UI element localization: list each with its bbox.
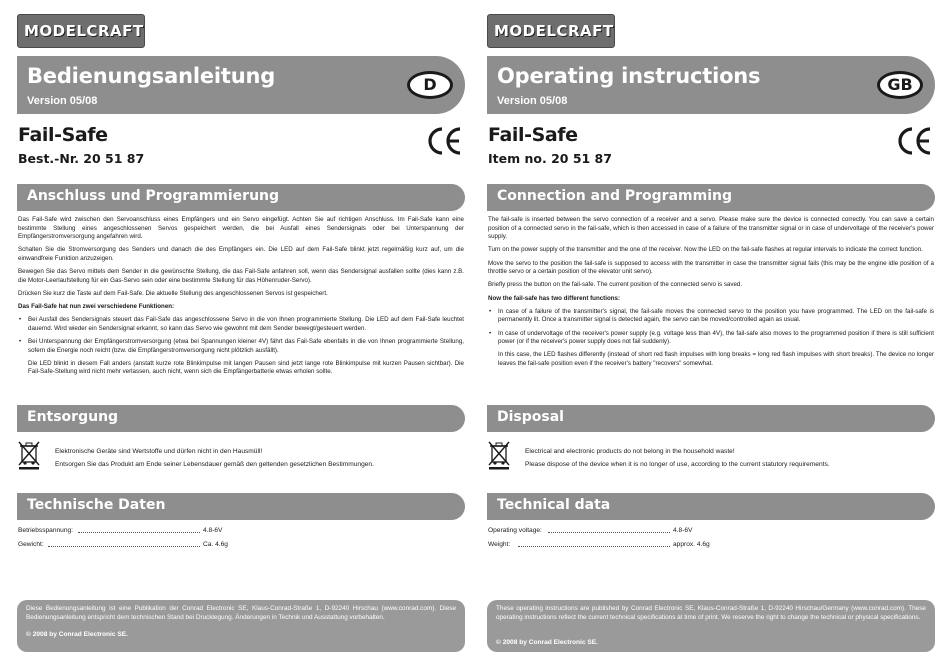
disposal-text: Please dispose of the device when it is no longer of use, according to the current statutory requirements. [525, 461, 830, 468]
section-header-tech-data [487, 493, 935, 520]
spec-label: Operating voltage: [488, 527, 542, 534]
spec-value: 4.8-6V [203, 527, 223, 534]
section-title: Technische Daten [27, 497, 166, 513]
paragraph: The fail-safe is inserted between the servo connection of a receiver and a servo. Please make sure the device is connected correctly. You can save a certain position of a connected servo in the fail-safe, which is then accessed in case of a failure of the transmitter signal or in case of undervoltage of the receiver's power supply. [488, 216, 934, 241]
copyright: © 2008 by Conrad Electronic SE. [496, 639, 598, 646]
logo-text: MODELCRAFT [24, 22, 144, 40]
product-name: Fail-Safe [18, 124, 108, 146]
spec-value: Ca. 4.6g [203, 541, 228, 548]
section-title: Connection and Programming [497, 188, 732, 204]
leader-dots [78, 532, 200, 533]
list-item: • Bei Ausfall des Sendersignals steuert das Fail-Safe das angeschlossene Servo in die von Ihnen programmierte Stellung. Die LED auf dem Fail-Safe leuchtet dauernd. Wird wieder ein Sendersignal erkannt, so kann das Servo wie gewohnt mit dem Sender bewegt/gesteuert werden. [18, 316, 464, 333]
disposal-text: Entsorgen Sie das Produkt am Ende seiner Lebensdauer gemäß den geltenden gesetzlichen Bestimmungen. [55, 461, 374, 468]
german-column [17, 0, 465, 665]
item-number: Best.-Nr. 20 51 87 [18, 151, 145, 166]
imprint-footer [487, 600, 935, 652]
version-label: Version 05/08 [497, 95, 568, 107]
paragraph: Die LED blinkt in diesem Fall anders (anstatt kurze rote Blinkimpulse mit langen Pausen sind jetzt lange rote Blinkimpulse mit kurzen Pausen sichtbar). Die Fail-Safe-Stellung wird nicht mehr verlassen, auch nicht, wenn sich die Empfängerbatterie etwas erholen sollte. [28, 359, 464, 376]
functions-heading: Das Fail-Safe hat nun zwei verschiedene Funktionen: [18, 303, 175, 311]
section-title: Disposal [497, 409, 564, 425]
version-label: Version 05/08 [27, 95, 98, 107]
spec-label: Weight: [488, 541, 511, 548]
spec-label: Gewicht: [18, 541, 44, 548]
section-title: Entsorgung [27, 409, 119, 425]
imprint-footer [17, 600, 465, 652]
paragraph: Schalten Sie die Stromversorgung des Senders und danach die des Empfängers ein. Die LED auf dem Fail-Safe blinkt jetzt regelmäßig kurz auf, um die einwandfreie Funktion anzuzeigen. [18, 246, 464, 262]
functions-list [18, 316, 464, 355]
paragraph: Bewegen Sie das Servo mittels dem Sender in die gewünschte Stellung, die das Fail-Safe anfahren soll, wenn das Sendersignal ausfallen sollte (dies kann z.B. die Motor-Leerlaufstellung für ein Gas-Servo sein oder eine bestimmte Stellung für das Höhenruder-Servo). [18, 268, 464, 284]
item-number: Item no. 20 51 87 [488, 151, 612, 166]
tech-row-weight [488, 541, 934, 551]
modelcraft-logo [487, 14, 615, 48]
list-item: • Bei Unterspannung der Empfängerstromversorgung (etwa bei Spannungen kleiner 4V) fährt das Fail-Safe ebenfalls in die von Ihnen programmierte Stellung, sofern die Energie noch reicht (bzw. die Empfängerstromversorgung nicht plötzlich ausfällt). [18, 338, 464, 355]
tech-row-weight [18, 541, 464, 551]
tech-row-voltage [488, 527, 934, 537]
disposal-text: Elektronische Geräte sind Wertstoffe und dürfen nicht in den Hausmüll! [55, 448, 263, 455]
spec-label: Betriebsspannung: [18, 527, 73, 534]
page-title: Bedienungsanleitung [27, 64, 276, 88]
paragraph: Drücken Sie kurz die Taste auf dem Fail-Safe. Die aktuelle Stellung des angeschlossenen Servos ist gespeichert. [18, 289, 328, 297]
leader-dots [518, 546, 670, 547]
logo-text: MODELCRAFT [494, 22, 614, 40]
paragraph: Briefly press the button on the fail-safe. The current position of the connected servo is saved. [488, 281, 743, 289]
language-badge: D [407, 71, 453, 99]
list-item: • In case of a failure of the transmitter's signal, the fail-safe moves the connected servo to the position you have programmed. The LED on the fail-safe is permanently lit. Once a transmitter signal is detected again, the servo can be moved/controlled again as usual. [488, 308, 934, 325]
imprint-text: Diese Bedienungsanleitung ist eine Publikation der Conrad Electronic SE, Klaus-Conrad-Straße 1, D-92240 Hirschau (www.conrad.com). Diese Bedienungsanleitung entspricht dem technischen Stand bei Drucklegung. Änderungen in Technik und Ausstattung vorbehalten. [26, 605, 456, 621]
modelcraft-logo [17, 14, 145, 48]
product-name: Fail-Safe [488, 124, 578, 146]
disposal-text: Electrical and electronic products do not belong in the household waste! [525, 448, 735, 455]
copyright: © 2008 by Conrad Electronic SE. [26, 631, 128, 638]
title-banner [487, 56, 935, 114]
section-header-connection [17, 184, 465, 211]
disposal-block [487, 440, 935, 472]
paragraph: In this case, the LED flashes differently (instead of short red flash impulses with long breaks = long red flash impulses with short breaks). The device no longer leaves the fail-safe position even if the receiver's battery "recovers" somewhat. [498, 351, 934, 367]
tech-row-voltage [18, 527, 464, 537]
ce-mark-icon [427, 126, 463, 156]
section-header-connection [487, 184, 935, 211]
leader-dots [48, 546, 200, 547]
section-title: Anschluss und Programmierung [27, 188, 280, 204]
paragraph: Move the servo to the position the fail-safe is supposed to access with the transmitter in case the transmitter signal fails (this may be the engine idle position of a throttle servo or a certain position of the elevator unit servo). [488, 259, 934, 276]
section-title: Technical data [497, 497, 611, 513]
connection-body [18, 216, 464, 382]
paragraph: Das Fail-Safe wird zwischen den Servoanschluss eines Empfängers und ein Servo eingefügt. Achten Sie auf richtigen Anschluss. Im Fail-Safe kann eine bestimmte Stellung eines angeschlossenen Servos gespeichert werden, die bei Ausfall eines Sendersignals oder bei Unterspannung der Empfängerstromversorgung angefahren wird. [18, 216, 464, 241]
crossed-bin-icon [17, 440, 41, 470]
page-title: Operating instructions [497, 64, 761, 88]
connection-body [488, 216, 934, 373]
paragraph: Turn on the power supply of the transmitter and the one of the receiver. Now the LED on the fail-safe flashes at regular intervals to indicate the correct function. [488, 246, 923, 254]
spec-value: approx. 4.6g [673, 541, 710, 548]
section-header-tech-data [17, 493, 465, 520]
section-header-disposal [487, 405, 935, 432]
imprint-text: These operating instructions are published by Conrad Electronic SE, Klaus-Conrad-Straße 1, D-92240 Hirschau/Germany (www.conrad.com). These operating instructions reflect the current technical specifications at time of print. We reserve the right to change the technical or physical specifications. [496, 605, 926, 621]
functions-heading: Now the fail-safe has two different functions: [488, 294, 621, 302]
crossed-bin-icon [487, 440, 511, 470]
section-header-disposal [17, 405, 465, 432]
list-item: • In case of undervoltage of the receiver's power supply (e.g. voltage less than 4V), the fail-safe also moves to the programmed position if there is still sufficient power (or if the receiver's power supply does not fail suddenly). [488, 330, 934, 347]
leader-dots [548, 532, 670, 533]
spec-value: 4.8-6V [673, 527, 693, 534]
disposal-block [17, 440, 465, 472]
title-banner [17, 56, 465, 114]
language-badge: GB [877, 71, 923, 99]
ce-mark-icon [897, 126, 933, 156]
english-column [487, 0, 935, 665]
functions-list [488, 308, 934, 347]
